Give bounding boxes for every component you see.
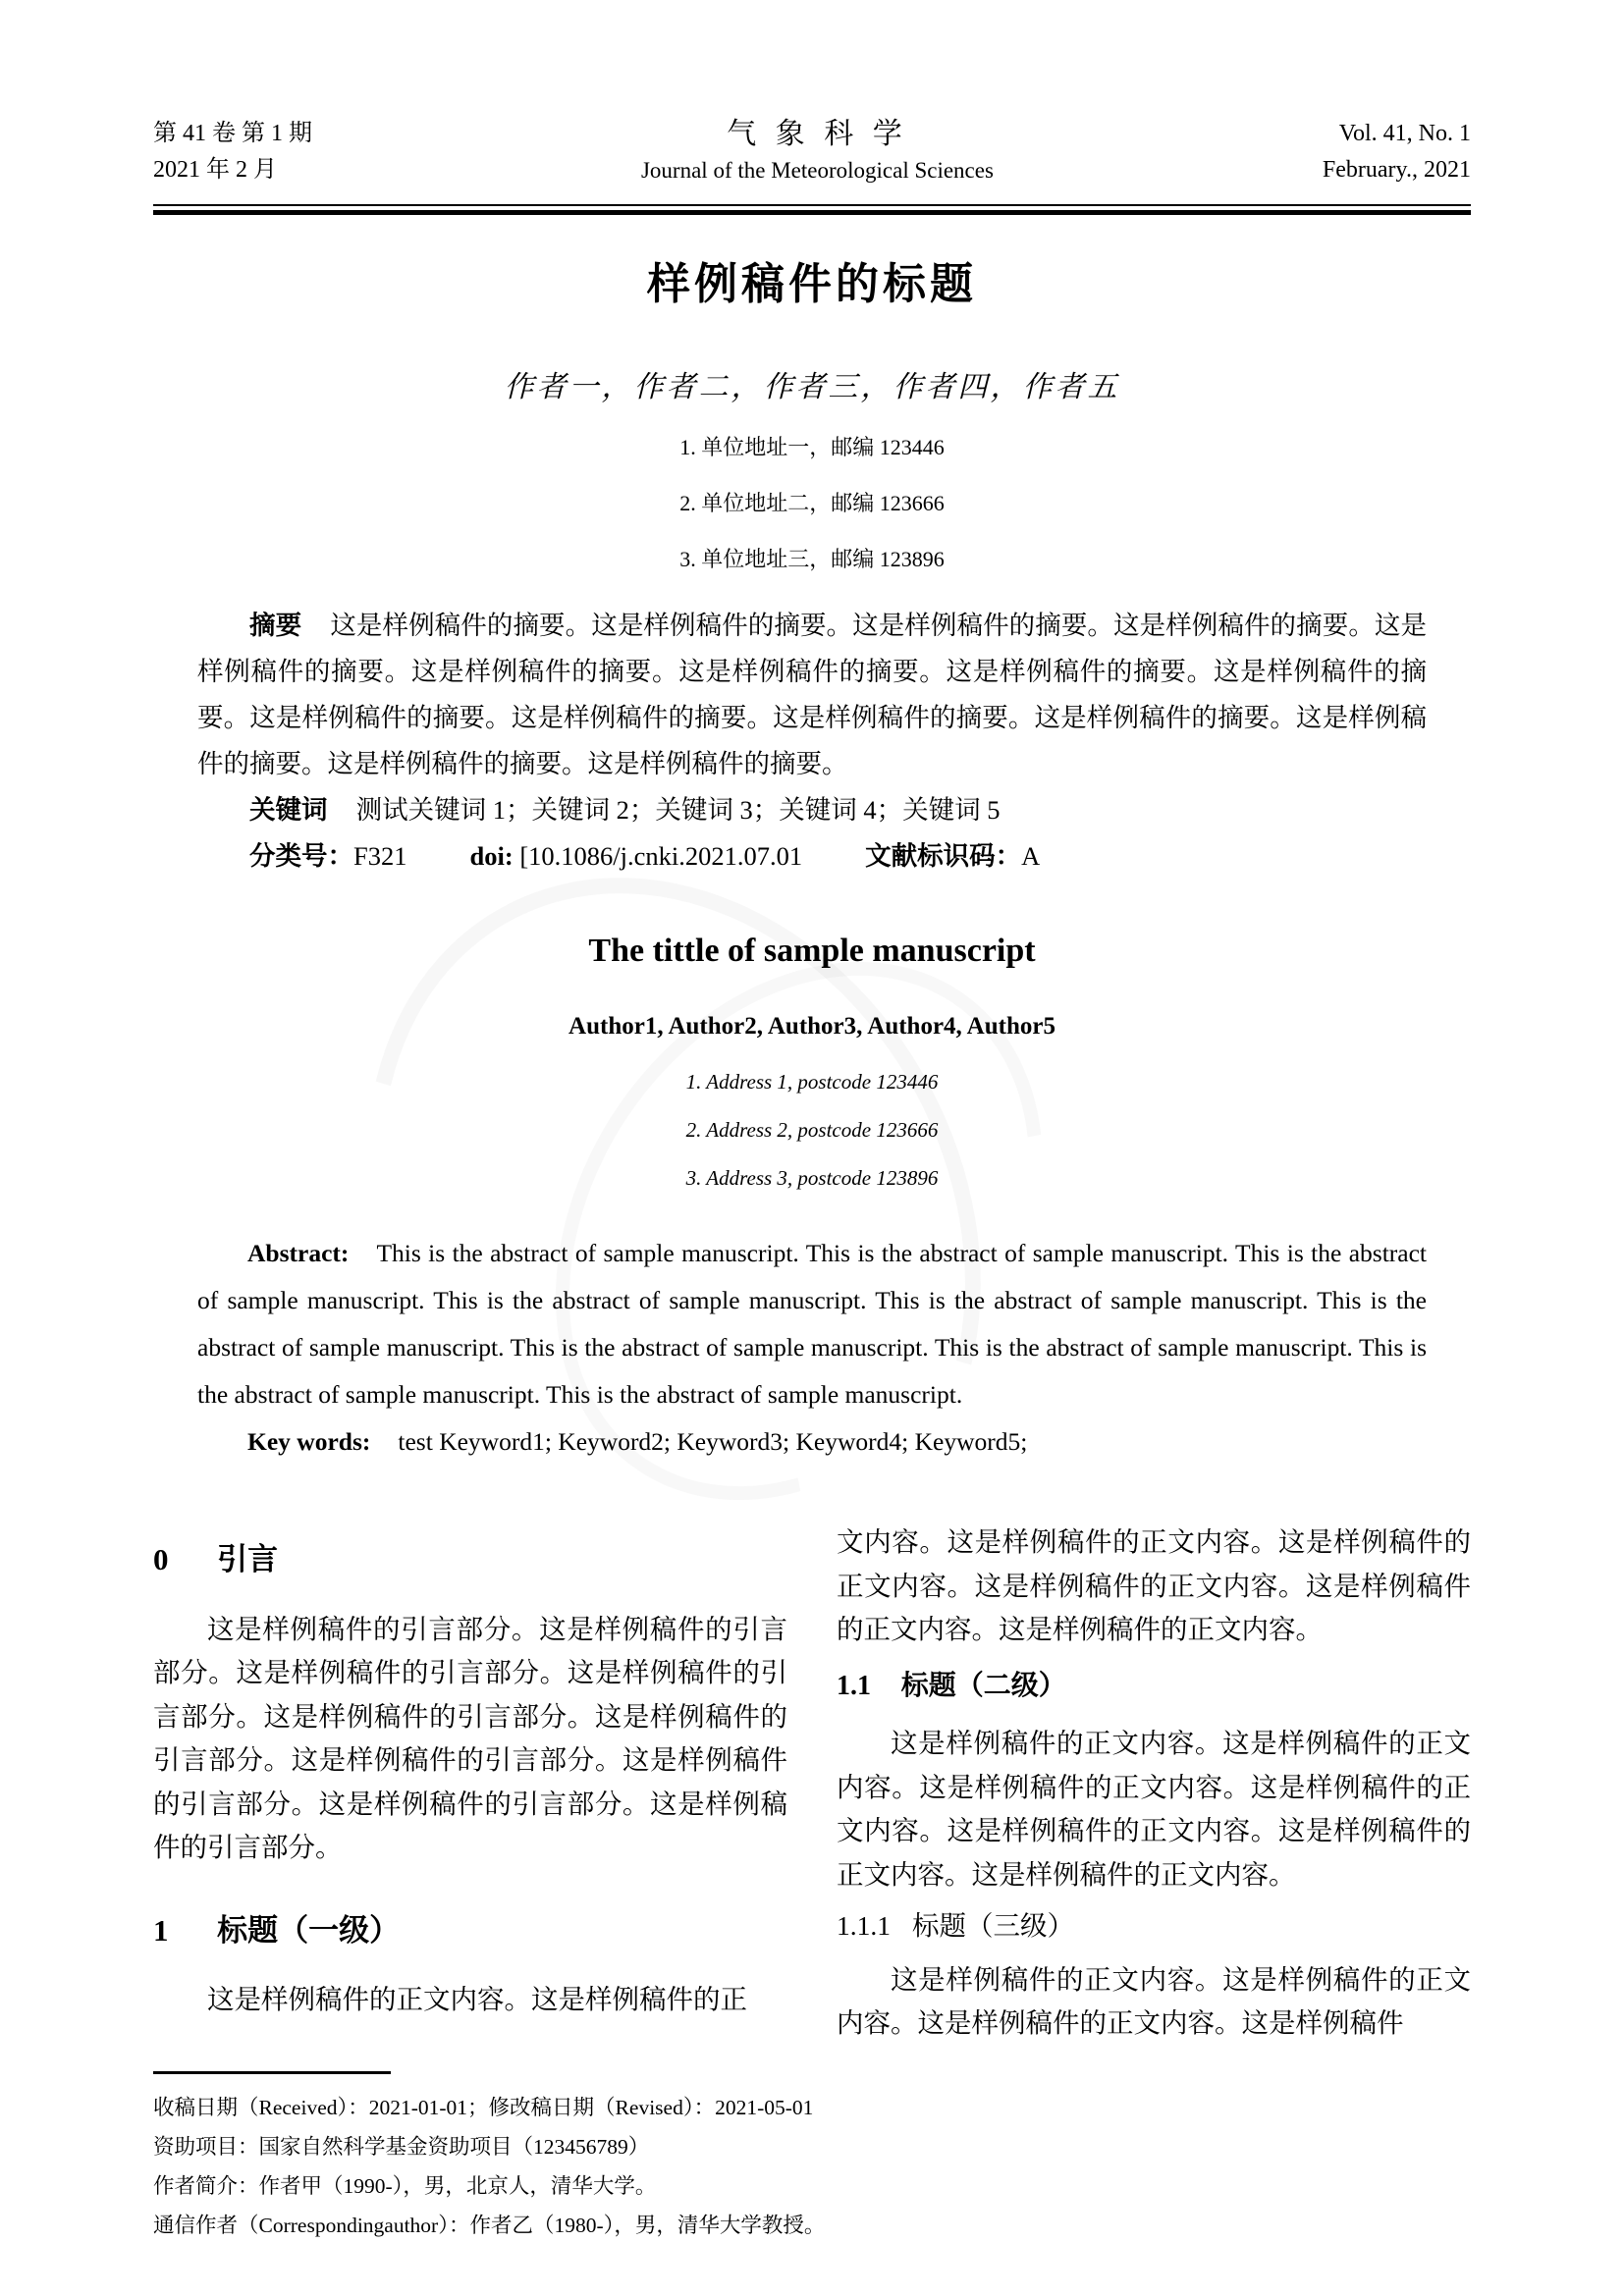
section-title: 标题（三级） (912, 1910, 1074, 1941)
journal-name-cn: 气 象 科 学 (727, 118, 908, 150)
date-cn: 2021 年 2 月 (153, 157, 277, 183)
section-heading-0 (153, 1538, 787, 1582)
body-paragraph: 这是样例稿件的正文内容。这是样例稿件的正 (207, 1984, 747, 2014)
clc-label: 分类号： (249, 841, 353, 871)
right-column (837, 1521, 1471, 2046)
abstract-paragraph-en (197, 1230, 1427, 1418)
footnote-corresponding-author: 通信作者（Correspondingauthor）：作者乙（1980-），男，清华大学教授。 (153, 2213, 826, 2237)
affiliation-line: 3. 单位地址三，邮编 123896 (679, 547, 945, 571)
masthead-divider (153, 204, 1471, 215)
affiliation-line: 2. 单位地址二，邮编 123666 (679, 491, 945, 515)
section-title: 引言 (217, 1542, 279, 1576)
abstract-text-en: This is the abstract of sample manuscript. This is the abstract of sample manuscript. This is the abstract of sample manuscript. This is the abstract of sample manuscript. This is the abstract of sample manuscript. This is the abstract of sample manuscript. This is the abstract of sample manuscript. This is the abstract of sample manuscript. This is the abstract of sample manuscript. This is the abstract of sample manuscript. (197, 1239, 1427, 1409)
abstract-block-cn (153, 603, 1471, 880)
body-paragraph-continued: 文内容。这是样例稿件的正文内容。这是样例稿件的正文内容。这是样例稿件的正文内容。这是样例稿件的正文内容。这是样例稿件的正文内容。 (837, 1526, 1471, 1644)
keywords-label-cn: 关键词 (249, 795, 328, 825)
left-column (153, 1521, 787, 2046)
masthead-center (641, 116, 994, 188)
section-number: 1 (153, 1912, 169, 1948)
body-paragraph: 这是样例稿件的正文内容。这是样例稿件的正文内容。这是样例稿件的正文内容。这是样例稿件的正文内容。这是样例稿件的正文内容。这是样例稿件的正文内容。这是样例稿件的正文内容。 (837, 1728, 1471, 1890)
keywords-text-en: test Keyword1; Keyword2; Keyword3; Keyword4; Keyword5; (398, 1427, 1028, 1456)
paper-title-cn: 样例稿件的标题 (647, 260, 977, 308)
section-number: 1.1 (837, 1670, 871, 1701)
section-title: 标题（二级） (900, 1669, 1066, 1700)
abstract-label-cn: 摘要 (249, 611, 302, 640)
masthead-right (1323, 116, 1471, 188)
doc-code-label: 文献标识码： (865, 841, 1022, 871)
doi-label: doi: (469, 841, 514, 871)
clc-value: F321 (353, 841, 407, 871)
journal-name-en: Journal of the Meteorological Sciences (640, 158, 994, 183)
abstract-text-cn: 这是样例稿件的摘要。这是样例稿件的摘要。这是样例稿件的摘要。这是样例稿件的摘要。这是样例稿件的摘要。这是样例稿件的摘要。这是样例稿件的摘要。这是样例稿件的摘要。这是样例稿件的摘要。这是样例稿件的摘要。这是样例稿件的摘要。这是样例稿件的摘要。这是样例稿件的摘要。这是样例稿件的摘要。这是样例稿件的摘要。这是样例稿件的摘要。 (197, 611, 1428, 778)
section-number: 1.1.1 (837, 1910, 891, 1941)
affiliations-en (153, 1070, 1471, 1191)
body-paragraph: 这是样例稿件的正文内容。这是样例稿件的正文内容。这是样例稿件的正文内容。这是样例稿件 (837, 1963, 1471, 2038)
abstract-block-en (153, 1230, 1471, 1466)
affiliations-cn (153, 431, 1471, 573)
footnote-area (153, 2071, 1471, 2245)
paper-title-en: The tittle of sample manuscript (588, 933, 1036, 969)
footnote-funding: 资助项目：国家自然科学基金资助项目（123456789） (153, 2134, 650, 2159)
doc-code-value: A (1021, 841, 1041, 871)
section-heading-1 (153, 1909, 787, 1953)
intro-paragraph: 这是样例稿件的引言部分。这是样例稿件的引言部分。这是样例稿件的引言部分。这是样例稿件的引言部分。这是样例稿件的引言部分。这是样例稿件的引言部分。这是样例稿件的引言部分。这是样例稿件的引言部分。这是样例稿件的引言部分。这是样例稿件的引言部分。 (153, 1613, 787, 1862)
affiliation-line: 3. Address 3, postcode 123896 (685, 1166, 939, 1190)
affiliation-line: 1. Address 1, postcode 123446 (685, 1070, 939, 1094)
footnote-divider (153, 2071, 391, 2074)
abstract-paragraph-cn (197, 603, 1427, 787)
footnotes (153, 2088, 1471, 2245)
affiliation-line: 1. 单位地址一，邮编 123446 (679, 435, 945, 459)
volume-issue-cn: 第 41 卷 第 1 期 (153, 121, 312, 146)
affiliation-line: 2. Address 2, postcode 123666 (685, 1118, 939, 1142)
section-title: 标题（一级） (217, 1912, 401, 1948)
keywords-label-en: Key words: (247, 1427, 371, 1456)
footnote-author-bio: 作者简介：作者甲（1990-），男，北京人，清华大学。 (153, 2173, 657, 2198)
footnote-received: 收稿日期（Received）：2021-01-01；修改稿日期（Revised）：2021-05-01 (153, 2095, 814, 2119)
masthead-left (153, 116, 312, 188)
abstract-label-en: Abstract: (247, 1239, 350, 1267)
authors-cn: 作者一，作者二，作者三，作者四，作者五 (504, 371, 1120, 403)
section-number: 0 (153, 1542, 169, 1576)
keywords-line-en (197, 1418, 1427, 1466)
body-columns (153, 1521, 1471, 2046)
volume-issue-en: Vol. 41, No. 1 (1338, 121, 1471, 146)
meta-line (197, 833, 1427, 880)
section-heading-1-1 (837, 1664, 1471, 1709)
keywords-line-cn (197, 787, 1427, 833)
date-en: February., 2021 (1322, 157, 1471, 183)
doi-value: [10.1086/j.cnki.2021.07.01 (519, 841, 803, 871)
keywords-text-cn: 测试关键词 1；关键词 2；关键词 3；关键词 4；关键词 5 (355, 795, 1001, 825)
authors-en: Author1, Author2, Author3, Author4, Author5 (568, 1013, 1056, 1040)
section-heading-1-1-1 (837, 1904, 1471, 1949)
journal-masthead (153, 116, 1471, 188)
